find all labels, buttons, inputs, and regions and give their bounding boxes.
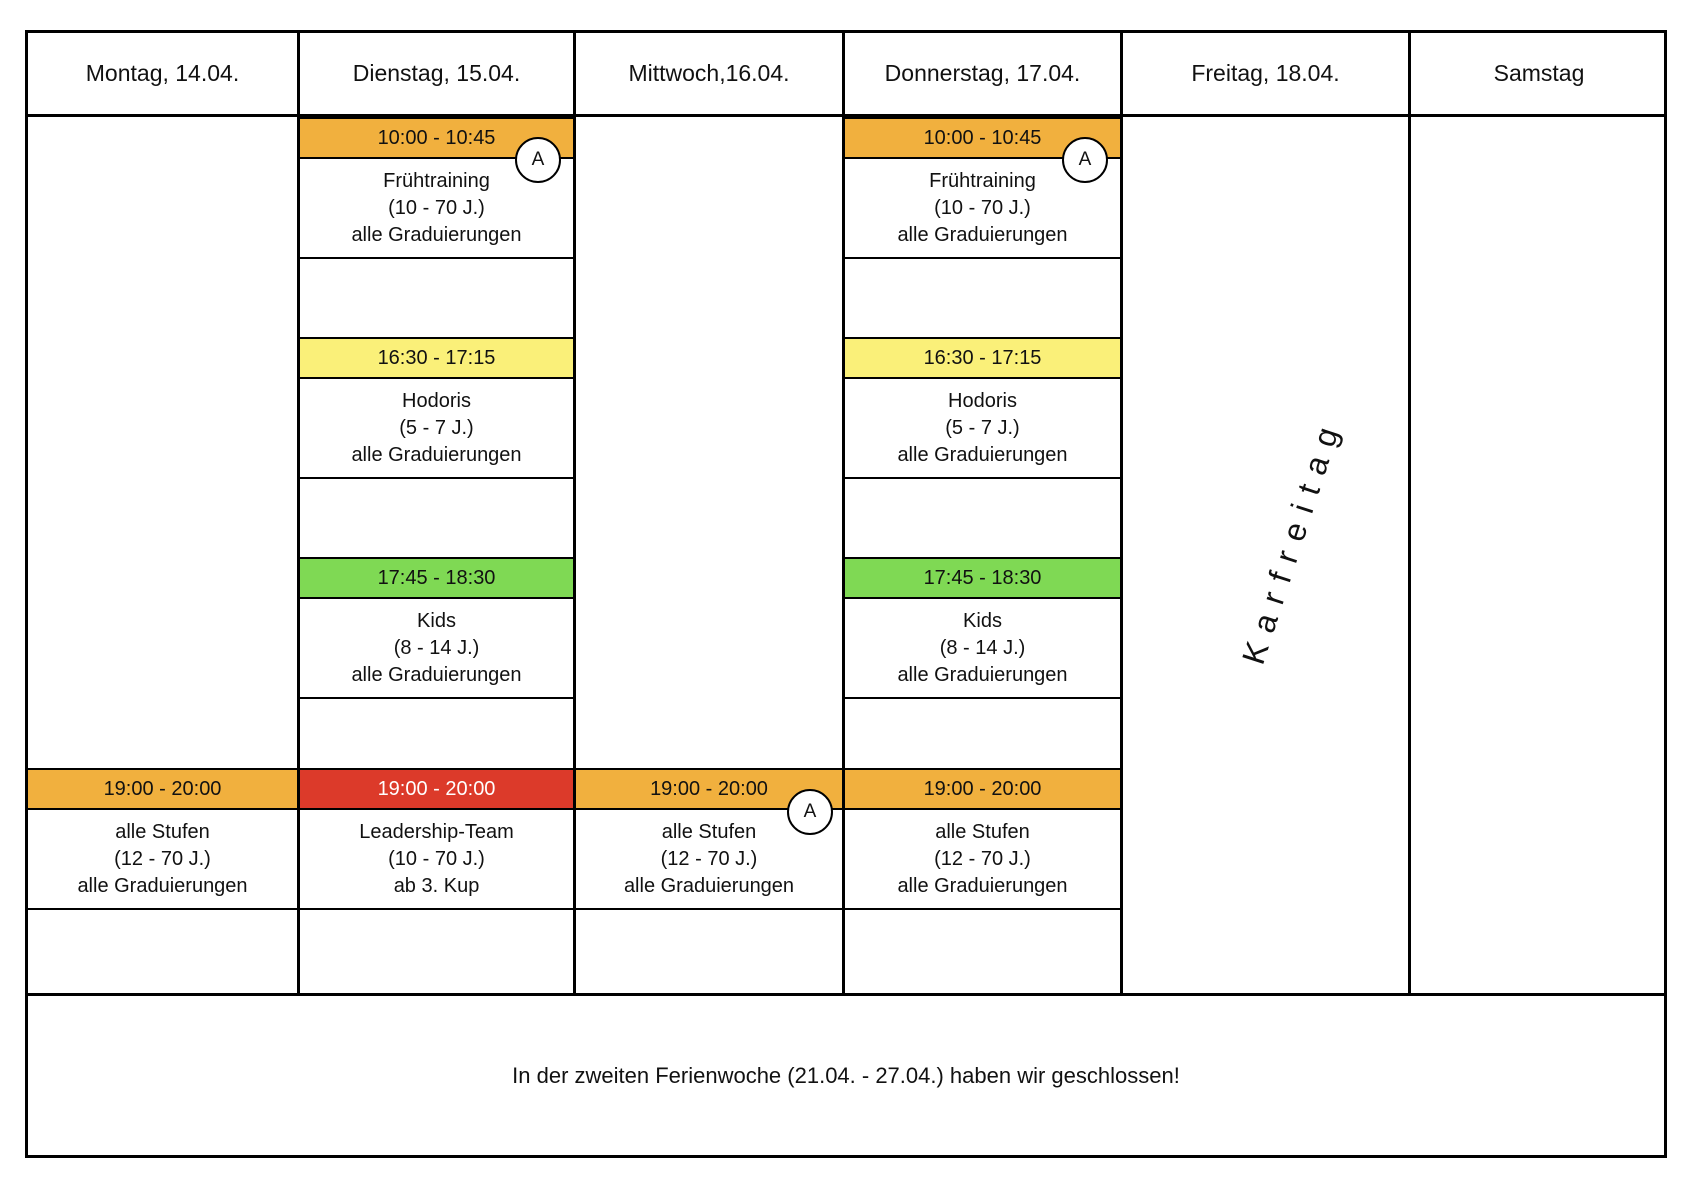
- class-level: alle Graduierungen: [897, 874, 1068, 897]
- class-level: alle Graduierungen: [351, 443, 522, 466]
- thursday-slot3-time: 17:45 - 18:30: [845, 557, 1120, 599]
- thursday-slot3-desc: [845, 599, 1120, 699]
- header-monday: Montag, 14.04.: [85, 60, 240, 86]
- badge-a-icon: A: [1062, 137, 1108, 183]
- tuesday-slot3-desc: [300, 599, 573, 699]
- footer-note: In der zweiten Ferienwoche (21.04. - 27.04.) haben wir geschlossen!: [512, 1062, 1180, 1088]
- class-age: (10 - 70 J.): [388, 196, 485, 219]
- column-divider: [1120, 30, 1123, 996]
- tuesday-slot1-time: 10:00 - 10:45: [300, 117, 573, 159]
- badge-a-icon: A: [515, 137, 561, 183]
- class-age: (5 - 7 J.): [945, 416, 1020, 439]
- class-level: alle Graduierungen: [351, 223, 522, 246]
- tuesday-slot4-desc: [300, 810, 573, 910]
- class-name: Kids: [963, 609, 1002, 632]
- wednesday-slot4-time: 19:00 - 20:00: [576, 768, 842, 810]
- header-tuesday: Dienstag, 15.04.: [352, 60, 521, 86]
- thursday-slot4-desc: [845, 810, 1120, 910]
- tuesday-slot2-desc: [300, 379, 573, 479]
- class-level: alle Graduierungen: [623, 874, 795, 897]
- class-age: (12 - 70 J.): [114, 847, 211, 870]
- header-friday: Freitag, 18.04.: [1191, 60, 1340, 86]
- class-age: (10 - 70 J.): [388, 847, 485, 870]
- header-thursday: Donnerstag, 17.04.: [884, 60, 1081, 86]
- class-level: alle Graduierungen: [897, 223, 1068, 246]
- class-name: Kids: [417, 609, 456, 632]
- thursday-slot2-time: 16:30 - 17:15: [845, 337, 1120, 379]
- class-level: alle Graduierungen: [351, 663, 522, 686]
- class-name: alle Stufen: [935, 820, 1030, 843]
- class-name: alle Stufen: [661, 820, 757, 843]
- class-name: Hodoris: [402, 389, 471, 412]
- class-name: Leadership-Team: [359, 820, 514, 843]
- class-age: (5 - 7 J.): [399, 416, 474, 439]
- class-age: (12 - 70 J.): [660, 847, 758, 870]
- tuesday-slot2-time: 16:30 - 17:15: [300, 337, 573, 379]
- class-age: (10 - 70 J.): [934, 196, 1031, 219]
- class-level: alle Graduierungen: [897, 663, 1068, 686]
- class-name: Frühtraining: [929, 169, 1036, 192]
- tuesday-slot4-time: 19:00 - 20:00: [300, 768, 573, 810]
- class-name: Frühtraining: [383, 169, 490, 192]
- monday-slot4-desc: [28, 810, 297, 910]
- header-saturday: Samstag: [1493, 60, 1585, 86]
- class-level: alle Graduierungen: [77, 874, 248, 897]
- class-name: alle Stufen: [115, 820, 210, 843]
- class-age: (8 - 14 J.): [939, 636, 1026, 659]
- column-divider: [1408, 30, 1411, 996]
- class-level: alle Graduierungen: [897, 443, 1068, 466]
- monday-slot4-time: 19:00 - 20:00: [28, 768, 297, 810]
- class-level: ab 3. Kup: [393, 874, 480, 897]
- class-name: Hodoris: [948, 389, 1017, 412]
- class-age: (12 - 70 J.): [934, 847, 1031, 870]
- header-wednesday: Mittwoch,16.04.: [628, 60, 790, 86]
- class-age: (8 - 14 J.): [393, 636, 480, 659]
- thursday-slot2-desc: [845, 379, 1120, 479]
- tuesday-slot3-time: 17:45 - 18:30: [300, 557, 573, 599]
- thursday-slot1-time: 10:00 - 10:45: [845, 117, 1120, 159]
- thursday-slot4-time: 19:00 - 20:00: [845, 768, 1120, 810]
- badge-a-icon: A: [787, 789, 833, 835]
- holiday-label: Karfreitag: [1234, 411, 1349, 669]
